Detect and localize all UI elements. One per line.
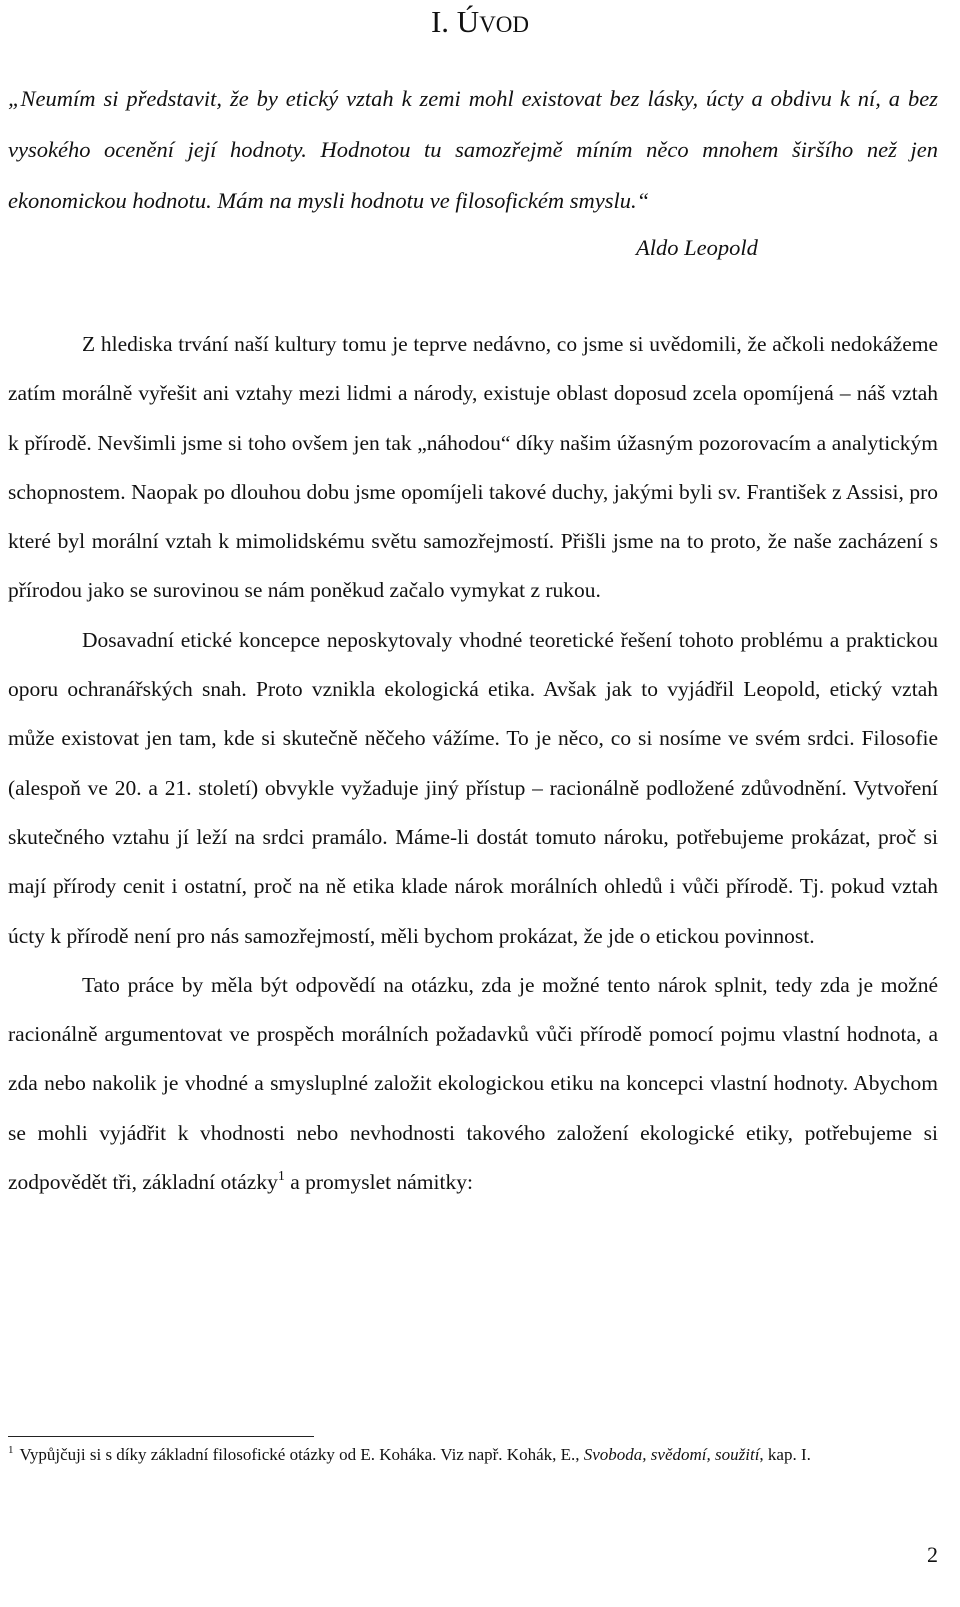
footnote-reference: 1	[277, 1169, 285, 1185]
epigraph-author: Aldo Leopold	[636, 235, 758, 260]
footnote-text-end: , kap. I.	[759, 1445, 811, 1464]
footnote-book-title: Svoboda, svědomí, soužití	[583, 1445, 760, 1464]
epigraph-quote: „Neumím si představit, že by etický vztah k zemi mohl existovat bez lásky, úcty a obdivu k ní, a bez vysokého ocenění její hodnoty. Hodnotou tu samozřejmě míním něco mnohem širšího než jen ekonomickou hodnotu. Mám na mysli hodnotu ve filosofickém smyslu.“	[8, 86, 938, 213]
paragraph-3-tail: a promyslet námitky:	[284, 1170, 473, 1195]
body-text	[8, 320, 938, 1207]
chapter-title-main: I. Ú	[430, 4, 480, 39]
paragraph-3	[8, 961, 938, 1207]
paragraph-2: Dosavadní etické koncepce neposkytovaly vhodné teoretické řešení tohoto problému a praktickou oporu ochranářských snah. Proto vznikla ekologická etika. Avšak jak to vyjádřil Leopold, etický vztah může existovat jen tam, kde si skutečně něčeho vážíme. To je něco, co si nosíme ve svém srdci. Filosofie (alespoň ve 20. a 21. století) obvykle vyžaduje jiný přístup – racionálně podložené zdůvodnění. Vytvoření skutečného vztahu jí leží na srdci pramálo. Máme-li dostát tomuto nároku, potřebujeme prokázat, proč si mají přírody cenit i ostatní, proč na ně etika klade nárok morálních ohledů i vůči přírodě. Tj. pokud vztah úcty k přírodě není pro nás samozřejmostí, měli bychom prokázat, že jde o etickou povinnost.	[8, 627, 938, 948]
page-number: 2	[927, 1542, 938, 1567]
paragraph-1: Z hlediska trvání naší kultury tomu je teprve nedávno, co jsme si uvědomili, že ačkoli nedokážeme zatím morálně vyřešit ani vztahy mezi lidmi a národy, existuje oblast doposud zcela opomíjená – náš vztah k přírodě. Nevšimli jsme si toho ovšem jen tak „náhodou“ díky našim úžasným pozorovacím a analytickým schopnostem. Naopak po dlouhou dobu jsme opomíjeli takové duchy, jakými byli sv. František z Assisi, pro které byl morální vztah k mimolidskému světu samozřejmostí. Přišli jsme na to proto, že naše zacházení s přírodou jako se surovinou se nám poněkud začalo vymykat z rukou.	[8, 332, 938, 603]
footnote	[8, 1440, 936, 1469]
footnote-text: Vypůjčuji si s díky základní filosofické otázky od E. Koháka. Viz např. Kohák, E.,	[19, 1445, 584, 1464]
footnote-marker: 1	[8, 1444, 14, 1456]
chapter-title-smallcaps: VOD	[479, 12, 530, 37]
chapter-title	[0, 2, 960, 45]
footnote-separator	[8, 1436, 314, 1437]
paragraph-3-text: Tato práce by měla být odpovědí na otázku, zda je možné tento nárok splnit, tedy zda je možné racionálně argumentovat ve prospěch morálních požadavků vůči přírodě pomocí pojmu vlastní hodnota, a zda nebo nakolik je vhodné a smysluplné založit ekologickou etiku na koncepci vlastní hodnoty. Abychom se mohli vyjádřit k vhodnosti nebo nevhodnosti takového založení ekologické etiky, potřebujeme si zodpovědět tři, základní otázky	[8, 972, 938, 1195]
